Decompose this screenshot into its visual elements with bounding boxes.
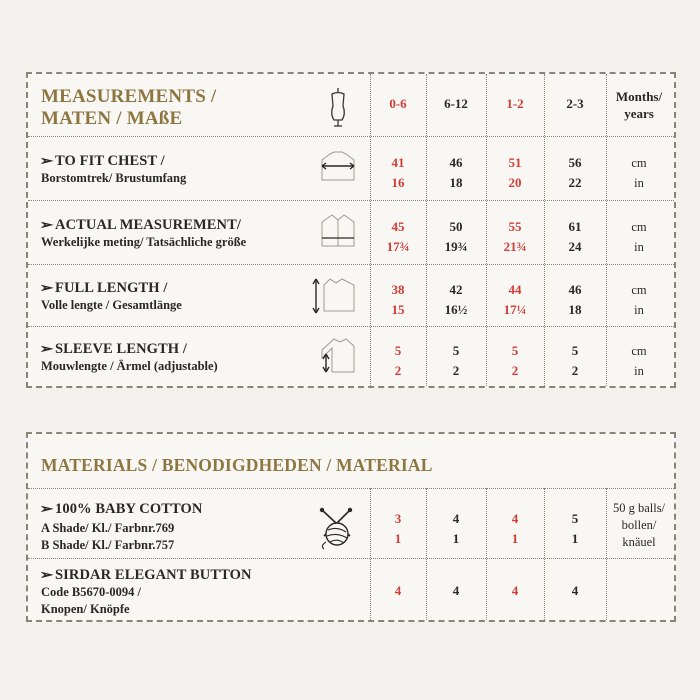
cell: 61	[568, 219, 582, 234]
row-label-text: TO FIT CHEST /	[55, 153, 165, 169]
row-sublabel: Werkelijke meting/ Tatsächliche größe	[41, 235, 247, 249]
divider-h	[28, 200, 674, 201]
cell: 1	[452, 531, 460, 546]
cell: 5	[511, 343, 519, 358]
unit-balls	[606, 500, 672, 551]
cardigan-icon	[318, 212, 358, 254]
col-header-2-3: 2-3	[566, 96, 584, 111]
cell: 38	[391, 282, 405, 297]
cell: 4	[394, 583, 402, 598]
cell: 5	[394, 343, 402, 358]
cell: 20	[508, 175, 522, 190]
cell: 42	[449, 282, 463, 297]
unit-line: bollen/	[621, 518, 657, 532]
arrow-icon: ➢	[39, 341, 54, 356]
cell: 51	[508, 155, 522, 170]
measurements-title	[41, 86, 216, 130]
cell: 2	[511, 363, 519, 378]
row-label-text: FULL LENGTH /	[55, 280, 168, 296]
cell: 16	[391, 175, 405, 190]
col-header-6-12: 6-12	[444, 96, 468, 111]
cell: 4	[452, 511, 460, 526]
cell: 44	[508, 282, 522, 297]
divider-h	[28, 136, 674, 137]
row-label	[41, 500, 202, 518]
unit-in: in	[634, 303, 644, 317]
row-label-text: SIRDAR ELEGANT BUTTON	[55, 567, 252, 583]
row-sublabel: Mouwlengte / Ärmel (adjustable)	[41, 359, 218, 373]
row-sublabel: Borstomtrek/ Brustumfang	[41, 171, 187, 185]
divider-h	[28, 558, 674, 559]
row-label	[41, 279, 182, 297]
cell: 2	[452, 363, 460, 378]
unit-cm: cm	[631, 344, 647, 358]
yarn-ball-icon	[316, 506, 358, 550]
row-sublabel: A Shade/ Kl./ Farbnr.769	[41, 521, 175, 535]
units-header-line1: Months/	[615, 89, 663, 104]
arrow-icon: ➢	[39, 501, 54, 516]
cell: 3	[394, 511, 402, 526]
cell: 17¾	[386, 239, 410, 254]
arrow-icon: ➢	[39, 567, 54, 582]
cell: 17¼	[503, 302, 527, 317]
unit-cm: cm	[631, 156, 647, 170]
row-label-text: SLEEVE LENGTH /	[55, 341, 188, 357]
cell: 1	[571, 531, 579, 546]
cell: 22	[568, 175, 582, 190]
arrow-icon: ➢	[39, 280, 54, 295]
row-sublabel: Volle lengte / Gesamtlänge	[41, 298, 182, 312]
row-label-text: ACTUAL MEASUREMENT/	[55, 217, 241, 233]
row-label	[41, 566, 252, 584]
cell: 16½	[444, 302, 468, 317]
cell: 18	[568, 302, 582, 317]
cell: 4	[571, 583, 579, 598]
cell: 21¾	[503, 239, 527, 254]
cell: 5	[571, 511, 579, 526]
col-header-1-2: 1-2	[506, 96, 524, 111]
cell: 46	[449, 155, 463, 170]
cell: 4	[511, 511, 519, 526]
unit-in: in	[634, 364, 644, 378]
unit-line: knäuel	[622, 535, 656, 549]
row-sublabel: Code B5670-0094 /	[41, 585, 141, 599]
divider-h	[28, 264, 674, 265]
cell: 19¾	[444, 239, 468, 254]
length-icon	[310, 275, 358, 317]
divider-h	[28, 326, 674, 327]
units-header	[606, 88, 672, 122]
measurements-title-line2: MATEN / MAßE	[41, 108, 183, 129]
row-label	[41, 152, 186, 170]
sleeve-icon	[318, 336, 358, 378]
measurements-title-line1: MEASUREMENTS /	[41, 86, 217, 107]
cell: 1	[511, 531, 519, 546]
row-label	[41, 340, 218, 358]
chest-garment-icon	[318, 150, 358, 188]
unit-in: in	[634, 240, 644, 254]
cell: 5	[452, 343, 460, 358]
row-label	[41, 216, 246, 234]
cell: 4	[452, 583, 460, 598]
materials-title: MATERIALS / BENODIGDHEDEN / MATERIAL	[41, 455, 433, 475]
cell: 56	[568, 155, 582, 170]
unit-line: 50 g balls/	[612, 501, 666, 515]
cell: 45	[391, 219, 405, 234]
mannequin-icon	[326, 86, 350, 128]
cell: 55	[508, 219, 522, 234]
cell: 5	[571, 343, 579, 358]
row-sublabel: B Shade/ Kl./ Farbnr.757	[41, 538, 175, 552]
units-header-line2: years	[624, 106, 654, 121]
cell: 4	[511, 583, 519, 598]
cell: 41	[391, 155, 405, 170]
unit-cm: cm	[631, 283, 647, 297]
row-sublabel: Knopen/ Knöpfe	[41, 602, 130, 616]
divider-h	[28, 488, 674, 489]
measurements-panel	[26, 72, 676, 388]
cell: 50	[449, 219, 463, 234]
cell: 15	[391, 302, 405, 317]
cell: 2	[571, 363, 579, 378]
materials-panel	[26, 432, 676, 622]
row-label-text: 100% BABY COTTON	[55, 501, 203, 517]
arrow-icon: ➢	[39, 153, 54, 168]
cell: 18	[449, 175, 463, 190]
arrow-icon: ➢	[39, 217, 54, 232]
unit-cm: cm	[631, 220, 647, 234]
cell: 1	[394, 531, 402, 546]
col-header-0-6: 0-6	[389, 96, 407, 111]
cell: 46	[568, 282, 582, 297]
unit-in: in	[634, 176, 644, 190]
cell: 2	[394, 363, 402, 378]
cell: 24	[568, 239, 582, 254]
